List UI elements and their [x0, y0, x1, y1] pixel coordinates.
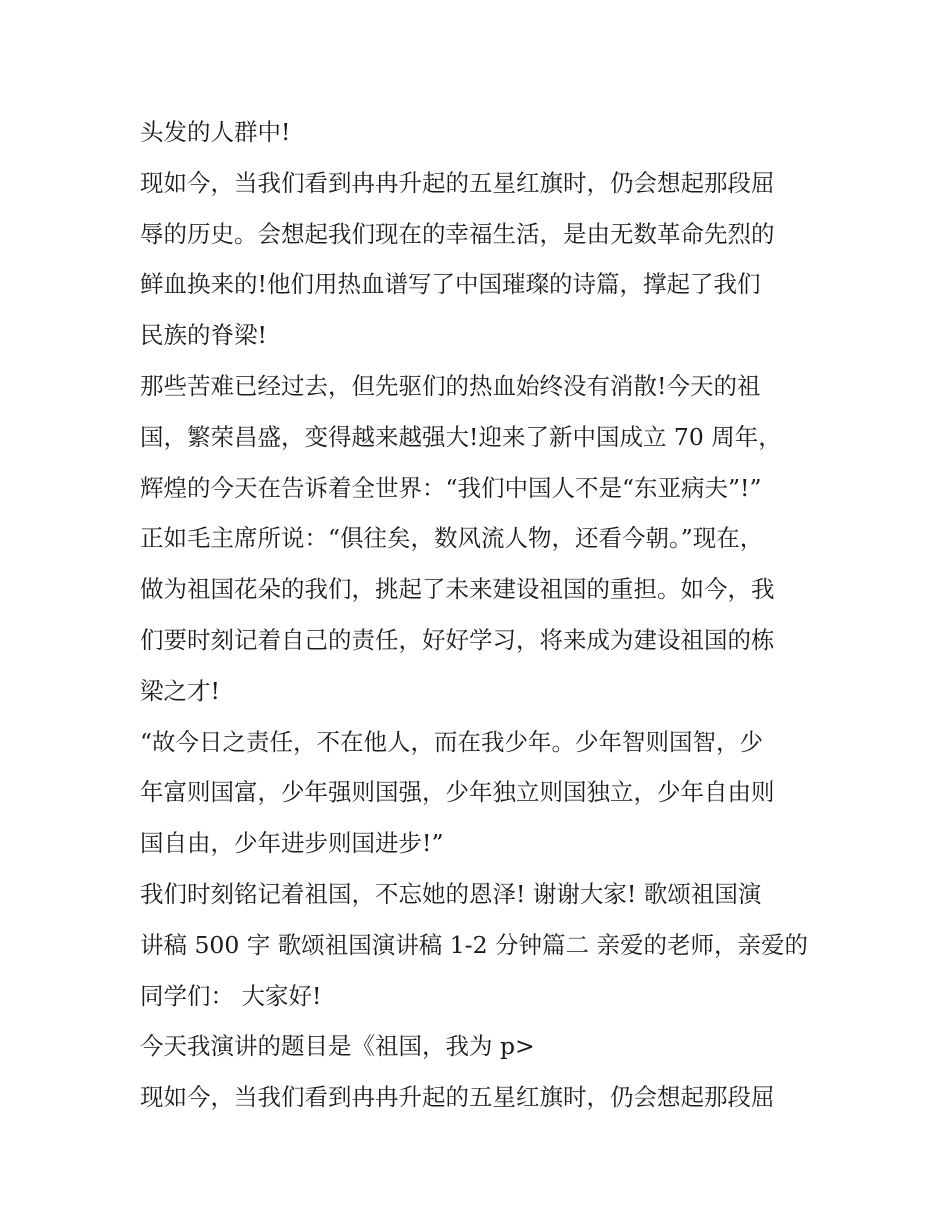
text-line: 头发的人群中! [140, 118, 291, 146]
text-line: 那些苦难已经过去，但先驱们的热血始终没有消散!今天的祖 [140, 371, 761, 400]
text-line: 正如毛主席所说：“俱往矣，数风流人物，还看今朝。”现在， [140, 524, 764, 553]
text-line: 讲稿 500 字 歌颂祖国演讲稿 1-2 分钟篇二 亲爱的老师，亲爱的 [140, 930, 809, 959]
text-line: 辱的历史。会想起我们现在的幸福生活，是由无数革命先烈的 [140, 219, 775, 248]
document-body [140, 107, 830, 1123]
text-line: 辉煌的今天在告诉着全世界：“我们中国人不是“东亚病夫”!” [140, 473, 762, 502]
text-line: “故今日之责任，不在他人，而在我少年。少年智则国智，少 [140, 727, 764, 756]
text-line: 现如今，当我们看到冉冉升起的五星红旗时，仍会想起那段屈 [140, 1083, 775, 1112]
text-line: 国自由，少年进步则国进步!” [140, 829, 444, 858]
text-line: 现如今，当我们看到冉冉升起的五星红旗时，仍会想起那段屈 [140, 168, 775, 197]
text-line: 同学们： 大家好! [140, 981, 322, 1010]
text-line: 今天我演讲的题目是《祖国，我为 p> [140, 1032, 535, 1061]
text-line: 梁之才! [140, 676, 220, 705]
text-line: 我们时刻铭记着祖国，不忘她的恩泽! 谢谢大家! 歌颂祖国演 [140, 879, 762, 908]
text-line: 做为祖国花朵的我们，挑起了未来建设祖国的重担。如今，我 [140, 575, 775, 604]
text-line: 们要时刻记着自己的责任，好好学习，将来成为建设祖国的栋 [140, 625, 775, 654]
text-line: 国，繁荣昌盛，变得越来越强大!迎来了新中国成立 70 周年， [140, 422, 782, 451]
text-line: 民族的脊梁! [140, 321, 267, 350]
text-line: 年富则国富，少年强则国强，少年独立则国独立，少年自由则 [140, 778, 775, 807]
text-line: 鲜血换来的!他们用热血谱写了中国璀璨的诗篇，撑起了我们 [140, 270, 761, 299]
